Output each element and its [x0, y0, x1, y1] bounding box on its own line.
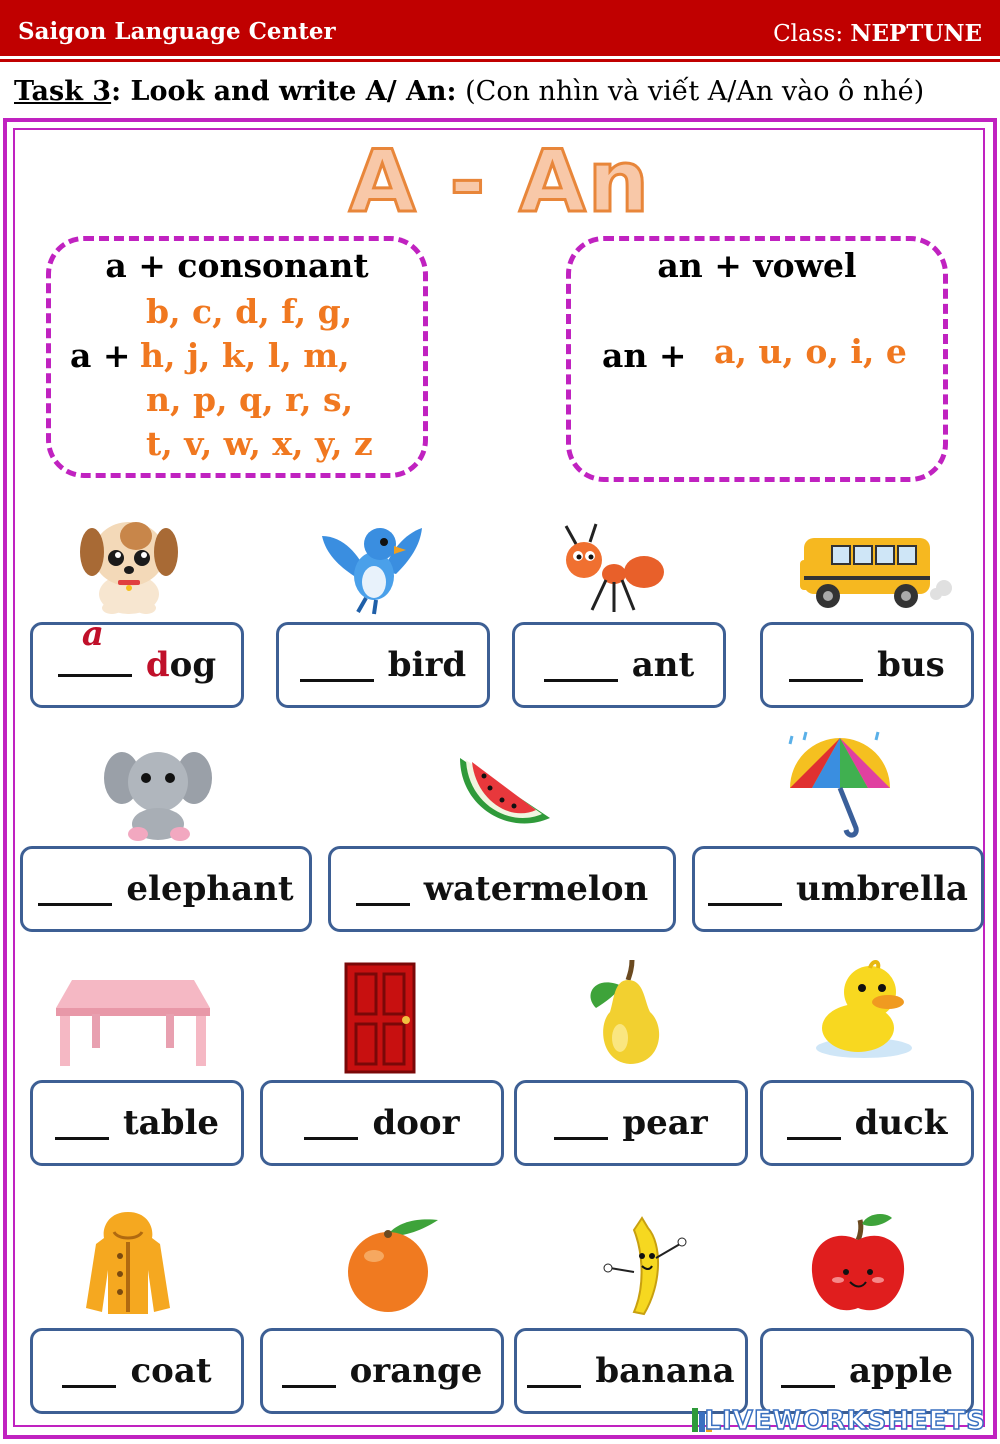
- word-label: elephant: [126, 869, 294, 909]
- pear-picture: [576, 954, 672, 1070]
- word-label: bird: [387, 645, 467, 685]
- task-text: : Look and write A/ An:: [111, 76, 457, 107]
- example-box-dog[interactable]: [30, 614, 244, 708]
- table-picture: [52, 976, 214, 1068]
- answer-blank: [55, 1107, 109, 1140]
- word-box-table[interactable]: [30, 1080, 244, 1166]
- task-label: Task 3: [14, 76, 112, 107]
- word-box-bus[interactable]: [760, 622, 974, 708]
- word-box-orange[interactable]: [260, 1328, 504, 1414]
- word-box-door[interactable]: [260, 1080, 504, 1166]
- consonant-letters-3: n, p, q, r, s,: [146, 380, 354, 419]
- coat-picture: [82, 1208, 174, 1320]
- class-label: Class:: [773, 21, 844, 47]
- consonant-letters-4: t, v, w, x, y, z: [146, 424, 373, 463]
- page-title: A - An: [349, 132, 651, 232]
- answer-blank: [38, 873, 112, 906]
- word-label: watermelon: [423, 869, 649, 909]
- dog-picture: [74, 508, 184, 616]
- word-box-umbrella[interactable]: [692, 846, 984, 932]
- answer-blank: [708, 873, 782, 906]
- answer-blank: [787, 1107, 841, 1140]
- ant-picture: [556, 520, 668, 616]
- center-name: Saigon Language Center: [18, 18, 336, 45]
- word-label: umbrella: [796, 869, 968, 909]
- banana-picture: [602, 1214, 690, 1318]
- bird-picture: [314, 516, 430, 616]
- class-info: [773, 20, 982, 47]
- consonant-prefix: a +: [70, 336, 131, 375]
- task-instruction: [14, 76, 924, 107]
- word-box-banana[interactable]: [514, 1328, 748, 1414]
- word-label: pear: [622, 1103, 708, 1143]
- bus-picture: [796, 528, 956, 614]
- apple-picture: [806, 1210, 910, 1318]
- word-label: banana: [595, 1351, 735, 1391]
- answer-blank: [62, 1355, 116, 1388]
- elephant-picture: [102, 738, 214, 842]
- answer-blank: [789, 649, 863, 682]
- word-box-bird[interactable]: [276, 622, 490, 708]
- example-word-rest: og: [169, 645, 217, 685]
- duck-picture: [810, 956, 918, 1064]
- word-box-duck[interactable]: [760, 1080, 974, 1166]
- word-label: apple: [848, 1351, 954, 1391]
- class-name: NEPTUNE: [850, 20, 982, 47]
- example-first-letter: d: [145, 645, 170, 685]
- word-label: ant: [631, 645, 695, 685]
- orange-picture: [342, 1214, 442, 1314]
- consonant-letters-1: b, c, d, f, g,: [146, 292, 353, 331]
- word-box-pear[interactable]: [514, 1080, 748, 1166]
- consonant-letters-2: h, j, k, l, m,: [140, 336, 350, 375]
- door-picture: [344, 962, 416, 1074]
- answer-blank: [554, 1107, 608, 1140]
- answer-blank: [356, 873, 410, 906]
- word-box-elephant[interactable]: [20, 846, 312, 932]
- word-label: door: [372, 1103, 460, 1143]
- umbrella-picture: [782, 728, 898, 840]
- word-label: bus: [877, 645, 945, 685]
- word-box-apple[interactable]: [760, 1328, 974, 1414]
- word-label: table: [122, 1103, 220, 1143]
- watermelon-picture: [450, 748, 554, 838]
- word-label: orange: [349, 1351, 483, 1391]
- answer-blank: [527, 1355, 581, 1388]
- consonant-rule-title: a + consonant: [105, 246, 369, 285]
- answer-blank: [304, 1107, 358, 1140]
- vowel-letters: a, u, o, i, e: [714, 332, 907, 371]
- vowel-prefix: an +: [602, 336, 687, 375]
- word-label: duck: [854, 1103, 948, 1143]
- word-label: coat: [130, 1351, 212, 1391]
- example-answer: a: [81, 614, 104, 654]
- word-box-watermelon[interactable]: [328, 846, 676, 932]
- footer-watermark: LIVEWORKSHEETS: [704, 1406, 986, 1436]
- answer-blank: [781, 1355, 835, 1388]
- answer-blank: [544, 649, 618, 682]
- answer-blank: [300, 649, 374, 682]
- task-translation: (Con nhìn và viết A/An vào ô nhé): [465, 76, 925, 107]
- word-box-coat[interactable]: [30, 1328, 244, 1414]
- vowel-rule-title: an + vowel: [657, 246, 857, 285]
- answer-blank: [282, 1355, 336, 1388]
- word-box-ant[interactable]: [512, 622, 726, 708]
